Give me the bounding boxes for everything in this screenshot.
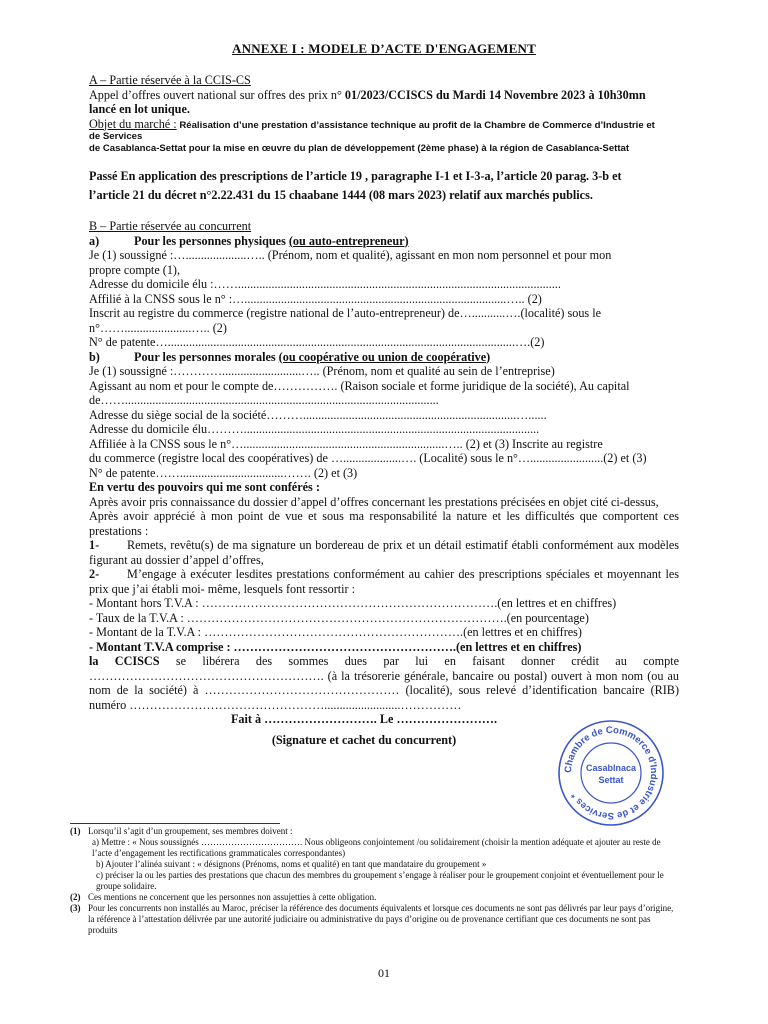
footnote (70, 837, 678, 859)
liberera-entity: la CCISCS (89, 654, 160, 668)
footnote-text: b) Ajouter l’alinéa suivant : « désignons (Prénoms, noms et qualité) en tant que mandataire du groupement » (96, 859, 487, 869)
objet-text-1: Réalisation d’une prestation d’assistance technique au profit de la Chambre de Commerce d’Industrie et (176, 119, 655, 131)
item-2-text: M’engage à exécuter lesdites prestations conformément au cahier des prescriptions spéciales et moyennant les prix que j’ai établi moi- même, lesquels font ressortir : (89, 567, 679, 596)
item-2-number: 2- (89, 567, 100, 581)
form-line: Agissant au nom et pour le compte de……………. (Raison sociale et forme juridique de la société), Au capital (89, 378, 630, 393)
legal-basis-line-2: l’article 21 du décret n°2.22.431 du 15 chaabane 1444 (08 mars 2023) relatif aux marchés publics. (89, 188, 593, 202)
footnotes (70, 826, 678, 936)
legal-basis-line-1: Passé En application des prescriptions de l’article 19 , paragraphe I-1 et I-3-a, l’article 20 parag. 3-b et (89, 169, 622, 183)
part-a-section (89, 73, 679, 154)
form-line: Adresse du siège social de la société………......................................................................…...... (89, 407, 547, 422)
footnote (70, 859, 678, 870)
form-line: Inscrit au registre du commerce (registre national de l’auto-entrepreneur) de…...........….(localité) sous le (89, 306, 602, 320)
section-a-title: Pour les personnes physiques (134, 233, 289, 248)
form-line: propre compte (1), (89, 262, 181, 277)
section-a-heading (89, 234, 679, 249)
part-a-heading: A – Partie réservée à la CCIS-CS (89, 73, 251, 87)
form-line: Adresse du domicile élu :…….......................................................................................................... (89, 277, 561, 291)
footnote (70, 903, 678, 936)
montant-line: - Taux de la T.V.A : …………………………………………………………………….(en pourcentage) (89, 610, 589, 625)
footnote (70, 870, 678, 892)
footnote-number: (1) (70, 826, 81, 836)
form-line: de……....................................................................................................... (89, 393, 439, 407)
stamp-graphic (555, 717, 667, 829)
form-line: N° de patente…..................................................................................................................….(2) (89, 335, 545, 349)
form-line: n°……......................….. (2) (89, 320, 227, 335)
footnote (70, 826, 678, 837)
form-line: Affilié à la CNSS sous le n° :…......................................................................................….. (2) (89, 291, 542, 306)
form-line: Adresse du domicile élu………................................................................................................. (89, 422, 540, 436)
footnote-text: c) préciser la ou les parties des prestations que chacun des membres du groupement s’engage à réaliser pour le groupement conjoint et éventuellement pour le groupe solidaire. (96, 870, 664, 891)
footnote-text: a) Mettre : « Nous soussignés ……………………………. Nous obligeons conjointement /ou solidairement (choisir la mention adéquate et ajouter au reste de l’acte d’engagement les rectifications grammaticales correspondantes) (92, 837, 661, 858)
objet-label: Objet du marché : (89, 116, 177, 131)
footnote-rule (70, 823, 280, 824)
footnote-number: (3) (70, 903, 81, 913)
montant-ttc-line: - Montant T.V.A comprise : ……………………………………………….(en lettres et en chiffres) (89, 639, 582, 654)
document-title: ANNEXE I : MODELE D’ACTE D'ENGAGEMENT (232, 41, 536, 56)
item-1-text: Remets, revêtu(s) de ma signature un bordereau de prix et un détail estimatif établi conformément aux modèles figurant au dossier d’appel d’offres, (89, 538, 679, 567)
section-b-label: b) (89, 349, 100, 364)
section-a-label: a) (89, 233, 100, 248)
montant-line: - Montant de la T.V.A : ……………………………………………………….(en lettres et en chiffres) (89, 625, 582, 639)
appel-lot-line: lancé en lot unique. (89, 102, 190, 116)
form-line: du commerce (registre local des coopératives) de …...................…. (Localité) sous le n°…........................(2) et (3) (89, 451, 647, 465)
objet-text-2: de Services (89, 131, 143, 142)
stamp-ring-text: Chambre de Commerce d'Industrie et de Services * (562, 724, 660, 822)
section-b-title-underlined: (ou coopérative ou union de coopérative) (278, 349, 491, 364)
appel-prefix: Appel d’offres ouvert national sur offres des prix n° (89, 87, 345, 102)
part-b-heading: B – Partie réservée au concurrent (89, 219, 252, 233)
montant-line: - Montant hors T.V.A : ……………………………………………………………….(en lettres et en chiffres) (89, 596, 617, 610)
official-stamp (555, 717, 667, 829)
stamp-center-line-1: Casablnaca (585, 763, 637, 773)
appel-reference: 01/2023/CCISCS du Mardi 14 Novembre 2023 à 10h30mn (344, 87, 646, 102)
apres-paragraph-1: Après avoir pris connaissance du dossier d’appel d’offres concernant les prestations précisées en objet cité ci-dessus, (89, 494, 659, 509)
stamp-center-line-2: Settat (598, 775, 624, 785)
apres-paragraph-2: Après avoir apprécié à mon point de vue et sous ma responsabilité la nature et les difficultés que comportent ces prestations : (89, 509, 679, 538)
form-line: Affiliée à la CNSS sous le n°…..................................................................….. (2) et (3) Inscrite au registre (89, 436, 603, 451)
item-1-number: 1- (89, 538, 100, 552)
footnote-text: Pour les concurrents non installés au Maroc, préciser la référence des documents équivalents et lorsque ces documents ne sont pas délivrés par leur pays d’origine, la référence à l’attestation délivrée par une autorité judiciaire ou administrative du pays d’origine ou de provenance certifiant que ces documents ne sont pas produits (88, 903, 674, 935)
form-line: N° de patente……..................................……. (2) et (3) (89, 465, 358, 480)
page-number: 01 (378, 966, 390, 980)
footnote (70, 892, 678, 903)
liberera-text: se libérera des sommes dues par lui en faisant donner crédit au compte …………………………………………………. (à la trésorerie générale, bancaire ou postal) ouvert à mon nom (ou au nom de la société) à ………………………………………… (localité), sous relevé d’identification bancaire (RIB) numéro ………………………………………….........................…………… (89, 654, 679, 712)
pouvoirs-heading: En vertu des pouvoirs qui me sont conférés : (89, 480, 320, 494)
engagement-item-1 (89, 538, 679, 567)
appel-offres-line (89, 88, 679, 103)
section-a-title-underlined: (ou auto-entrepreneur) (288, 233, 409, 248)
legal-basis (89, 167, 679, 205)
part-b-section (89, 219, 679, 747)
footnote-text: Ces mentions ne concernent que les personnes non assujetties à cette obligation. (88, 892, 377, 902)
form-line: Je (1) soussigné :…………..........................….. (Prénom, nom et qualité au sein de l’entreprise) (89, 364, 555, 378)
engagement-item-2 (89, 567, 679, 596)
objet-line (89, 117, 679, 132)
signature-caption: (Signature et cachet du concurrent) (271, 732, 457, 747)
footnote-text: Lorsqu’il s’agit d’un groupement, ses membres doivent : (88, 826, 293, 836)
footnote-number: (2) (70, 892, 81, 902)
section-b-heading (89, 350, 679, 365)
section-b-title: Pour les personnes morales (134, 349, 279, 364)
liberera-paragraph (89, 654, 679, 712)
fait-a-line: Fait à ………………………. Le ……………………. (230, 712, 498, 726)
objet-text-3: de Casablanca-Settat pour la mise en œuvre du plan de développement (2ème phase) à la région de Casablanca-Settat (89, 142, 630, 154)
form-line: Je (1) soussigné :…....................….. (Prénom, nom et qualité), agissant en mon nom personnel et pour mon (89, 248, 612, 262)
